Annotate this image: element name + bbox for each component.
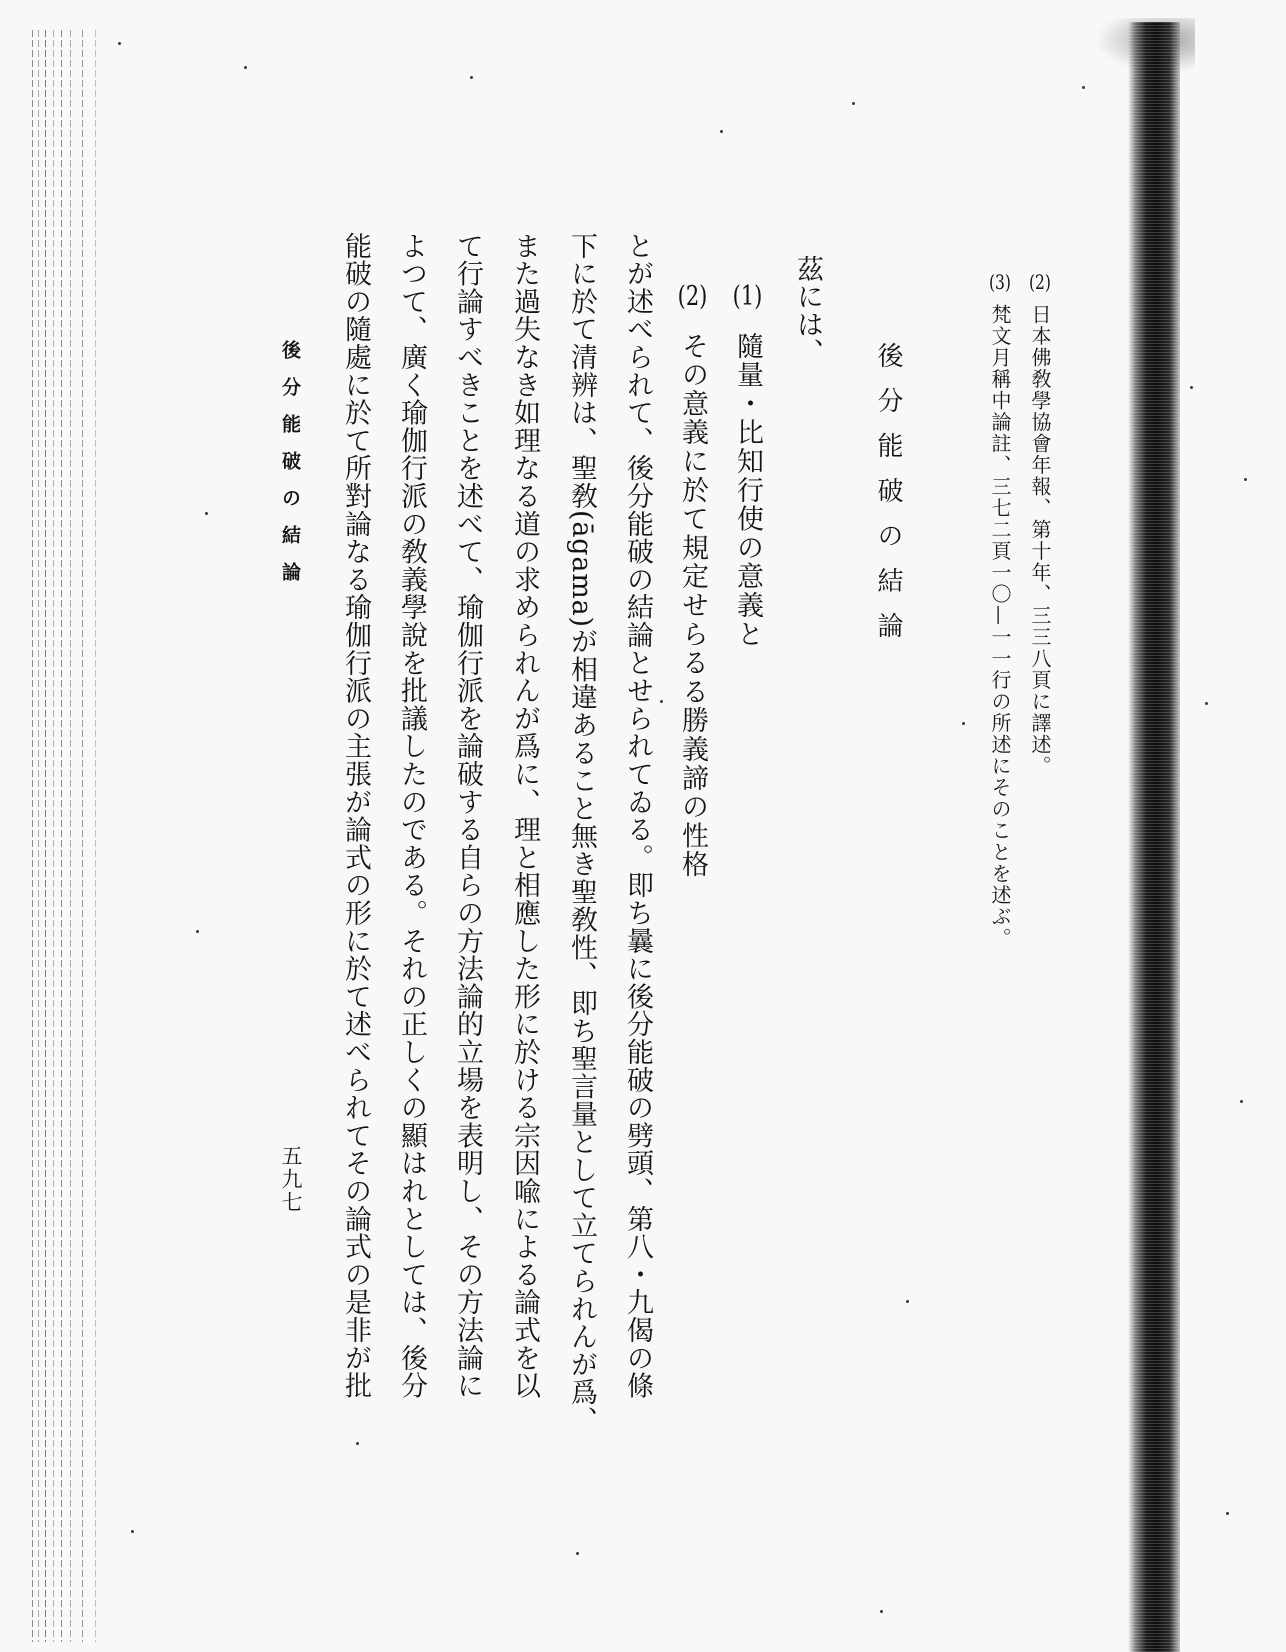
scan-speck xyxy=(962,722,965,725)
binding-shadow-line xyxy=(38,30,39,1642)
scan-speck xyxy=(131,1530,134,1533)
scan-speck xyxy=(1244,478,1247,481)
footnote-marker: (2) xyxy=(1029,272,1051,292)
footnote-3 xyxy=(990,272,1010,949)
scan-speck xyxy=(1082,86,1085,89)
body-line: よつて、廣く瑜伽行派の敎義學說を批議したのである。それの正しくの顯はれとしては、後分 xyxy=(396,232,427,1400)
list-item-text: 隨量・比知行使の意義と xyxy=(732,332,763,649)
page-number: 五九七 xyxy=(279,1145,303,1214)
scan-speck xyxy=(906,1300,909,1303)
body-line: て行論すべきことを述べて、瑜伽行派を論破する自らの方法論的立場を表明し、その方法論に xyxy=(452,232,483,1400)
scan-speck xyxy=(852,102,855,105)
scan-speck xyxy=(205,512,208,515)
binding-shadow-line xyxy=(95,30,96,1642)
binding-shadow-line xyxy=(61,30,62,1642)
scan-speck xyxy=(470,76,473,79)
scan-speck xyxy=(244,66,247,69)
intro-text: 茲には、 xyxy=(792,255,823,367)
footnote-text: 梵文月稱中論註、三七二頁一〇—一一行の所述にそのことを述ぶ。 xyxy=(988,304,1012,949)
scan-speck xyxy=(880,1610,883,1613)
binding-shadow-line xyxy=(53,30,54,1642)
list-marker: (2) xyxy=(677,283,708,310)
list-item-2 xyxy=(679,283,706,879)
body-line: 能破の隨處に於て所對論なる瑜伽行派の主張が論式の形に於て述べられてその論式の是非が批 xyxy=(340,232,371,1400)
scan-speck xyxy=(1240,1100,1243,1103)
list-marker: (1) xyxy=(732,283,763,310)
scan-speck xyxy=(660,700,663,703)
binding-shadow-line xyxy=(45,30,46,1642)
scan-speck xyxy=(1190,386,1193,389)
scan-speck xyxy=(720,130,723,133)
list-item-text: その意義に於て規定せらるる勝義諦の性格 xyxy=(677,332,708,880)
footnote-marker: (3) xyxy=(989,272,1011,292)
running-header: 後分能破の結論 xyxy=(279,340,301,599)
scan-speck xyxy=(356,1442,359,1445)
scan-speck xyxy=(196,930,199,933)
footnote-text: 日本佛敎學協會年報、第十年、三三八頁に譯述。 xyxy=(1028,304,1052,777)
body-line: また過失なき如理なる道の求められんが爲に、理と相應した形に於ける宗因喩による論式を以 xyxy=(509,232,540,1400)
body-line: とが述べられて、後分能破の結論とせられてゐる。即ち曩に後分能破の劈頭、第八・九偈の條 xyxy=(622,232,653,1400)
binding-shadow-line xyxy=(82,30,83,1642)
scan-speck xyxy=(576,1552,579,1555)
page-edge-shadow xyxy=(1128,22,1180,1652)
section-heading: 後分能破の結論 xyxy=(873,342,903,657)
binding-shadow-line xyxy=(32,30,33,1642)
list-item-1 xyxy=(734,283,761,649)
body-line: 下に於て清辨は、聖敎(āgama)が相違あること無き聖敎性、即ち聖言量として立てられんが爲、 xyxy=(566,232,597,1435)
scan-speck xyxy=(118,42,121,45)
scan-speck xyxy=(1226,1512,1229,1515)
scan-speck xyxy=(1205,702,1208,705)
binding-shadow-line xyxy=(70,30,71,1642)
footnote-2 xyxy=(1030,272,1050,777)
